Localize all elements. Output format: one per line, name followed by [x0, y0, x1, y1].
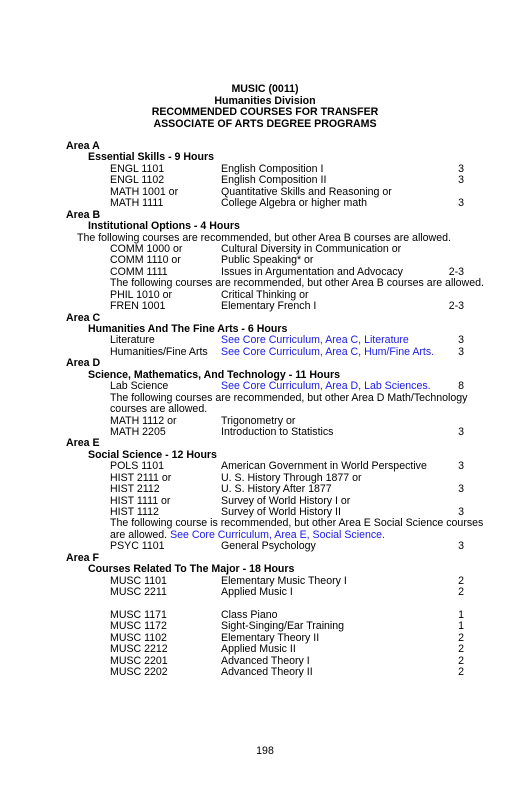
course-hours: 3: [458, 197, 464, 210]
course-code: MATH 1111: [110, 197, 164, 210]
course-hours: 2: [458, 574, 464, 587]
core-curriculum-link[interactable]: See Core Curriculum, Area C, Literature: [221, 334, 409, 347]
course-code: PHIL 1010 or: [110, 288, 173, 301]
core-curriculum-link[interactable]: See Core Curriculum, Area C, Hum/Fine Arts.: [221, 345, 435, 358]
course-code: HIST 1112: [110, 506, 159, 518]
course-title: U. S. History Through 1877 or: [221, 471, 362, 484]
course-code: HIST 2112: [110, 483, 160, 496]
course-hours: 2-3: [448, 265, 464, 278]
recommendation-note: The following courses are recommended, but other Area B courses are allowed.: [110, 277, 484, 290]
course-row: [66, 484, 466, 495]
course-title: Critical Thinking or: [221, 288, 309, 301]
course-row: [66, 644, 466, 655]
course-code: POLS 1101: [110, 460, 164, 473]
course-title: Public Speaking* or: [221, 254, 314, 267]
course-row: [66, 347, 466, 358]
course-hours: 2: [458, 631, 464, 644]
course-row: [66, 427, 466, 438]
course-code: MUSC 2201: [110, 654, 168, 667]
degree-heading: ASSOCIATE OF ARTS DEGREE PROGRAMS: [153, 117, 377, 130]
course-code: FREN 1001: [110, 300, 166, 313]
course-title: Applied Music I: [221, 586, 293, 599]
course-title: Survey of World History I or: [221, 494, 351, 507]
area-f-subheading: Courses Related To The Major - 18 Hours: [88, 563, 295, 576]
recommendation-note: The following courses are recommended, but other Area B courses are allowed.: [77, 231, 451, 244]
course-code: MATH 1001 or: [110, 185, 179, 198]
course-code: COMM 1000 or: [110, 242, 183, 255]
course-title: English Composition I: [221, 162, 324, 175]
course-title: Cultural Diversity in Communication or: [221, 242, 402, 255]
course-code: MATH 1112 or: [110, 414, 177, 427]
recommended-heading: RECOMMENDED COURSES FOR TRANSFER: [151, 106, 379, 119]
course-hours: 3: [458, 540, 464, 553]
area-e-subheading: Social Science - 12 Hours: [88, 448, 217, 461]
course-title: Class Piano: [221, 608, 278, 621]
course-title: College Algebra or higher math: [221, 197, 368, 210]
course-code: Literature: [110, 334, 155, 347]
course-hours: 2-3: [448, 300, 464, 313]
course-title: U. S. History After 1877: [221, 483, 332, 496]
recommendation-note: The following courses are recommended, but other Area D Math/Technology: [110, 391, 468, 404]
area-e-heading: Area E: [66, 437, 100, 450]
course-code: ENGL 1101: [110, 162, 165, 175]
core-curriculum-link[interactable]: See Core Curriculum, Area E, Social Science.: [170, 528, 385, 541]
course-code: Lab Science: [110, 380, 169, 393]
document-header: [0, 84, 530, 130]
division-name: Humanities Division: [214, 94, 316, 107]
course-code: MUSC 1172: [110, 620, 167, 633]
area-b-subheading: Institutional Options - 4 Hours: [88, 220, 240, 233]
course-code: MUSC 2211: [110, 586, 167, 599]
course-hours: 8: [458, 380, 464, 393]
course-hours: 3: [458, 174, 464, 187]
course-row: [66, 198, 466, 209]
course-title: Elementary French I: [221, 300, 317, 313]
course-hours: 3: [458, 460, 464, 473]
course-code: HIST 2111 or: [110, 471, 172, 484]
course-title: Elementary Theory II: [221, 631, 320, 644]
course-hours: 3: [458, 483, 464, 496]
course-row: [66, 667, 466, 678]
page-number: 198: [256, 745, 274, 757]
area-d-heading: Area D: [66, 357, 101, 370]
course-code: MUSC 1171: [110, 608, 167, 621]
course-hours: 3: [458, 506, 464, 518]
area-a-subheading: Essential Skills - 9 Hours: [88, 151, 214, 164]
course-code: MUSC 1102: [110, 631, 167, 644]
course-code: COMM 1111: [110, 265, 168, 278]
course-title: Applied Music II: [221, 643, 296, 656]
course-title: Introduction to Statistics: [221, 425, 334, 438]
area-d-subheading: Science, Mathematics, And Technology - 11 Hours: [88, 368, 340, 381]
recommendation-note: The following course is recommended, but other Area E Social Science courses: [110, 517, 484, 530]
area-f-heading: Area F: [66, 551, 99, 564]
course-code: MUSC 1101: [110, 574, 167, 587]
area-c-heading: Area C: [66, 311, 101, 324]
course-title: American Government in World Perspective: [221, 460, 427, 473]
course-row: [66, 461, 466, 472]
course-hours: 2: [458, 654, 464, 667]
course-row: [66, 301, 466, 312]
course-hours: 3: [458, 162, 464, 175]
course-hours: 2: [458, 666, 464, 679]
course-hours: 2: [458, 643, 464, 656]
course-hours: 3: [458, 345, 464, 358]
course-code: MUSC 2202: [110, 666, 168, 679]
area-b-heading: Area B: [66, 208, 101, 221]
course-row: [66, 587, 466, 598]
course-code: ENGL 1102: [110, 174, 165, 187]
course-title: Elementary Music Theory I: [221, 574, 347, 587]
course-title: General Psychology: [221, 540, 316, 553]
course-title: Advanced Theory I: [221, 654, 310, 667]
course-row: [66, 541, 466, 552]
course-title: Sight-Singing/Ear Training: [221, 620, 345, 633]
course-code: MUSC 2212: [110, 643, 168, 656]
course-hours: 3: [458, 425, 464, 438]
course-row: [66, 381, 466, 392]
course-code: COMM 1110 or: [110, 254, 181, 267]
course-code: Humanities/Fine Arts: [110, 345, 208, 358]
note-text: are allowed.: [110, 528, 171, 541]
course-hours: 1: [458, 608, 464, 621]
course-title: English Composition II: [221, 174, 327, 187]
course-code: HIST 1111 or: [110, 494, 171, 507]
course-title: Advanced Theory II: [221, 666, 313, 679]
recommendation-note-continued: courses are allowed.: [110, 403, 208, 416]
course-title: Issues in Argumentation and Advocacy: [221, 265, 403, 278]
course-code: MATH 2205: [110, 425, 166, 438]
course-hours: 1: [458, 620, 464, 633]
course-hours: 2: [458, 586, 464, 599]
course-code: PSYC 1101: [110, 540, 165, 553]
course-title: Survey of World History II: [221, 506, 341, 518]
core-curriculum-link[interactable]: See Core Curriculum, Area D, Lab Sciences.: [221, 380, 431, 393]
course-hours: 3: [458, 334, 464, 347]
area-c-subheading: Humanities And The Fine Arts - 6 Hours: [88, 323, 288, 335]
course-list: [66, 140, 484, 679]
course-title: Trigonometry or: [221, 414, 296, 427]
area-a-heading: Area A: [66, 140, 100, 152]
course-title: Quantitative Skills and Reasoning or: [221, 185, 392, 198]
program-title: MUSIC (0011): [231, 83, 299, 95]
